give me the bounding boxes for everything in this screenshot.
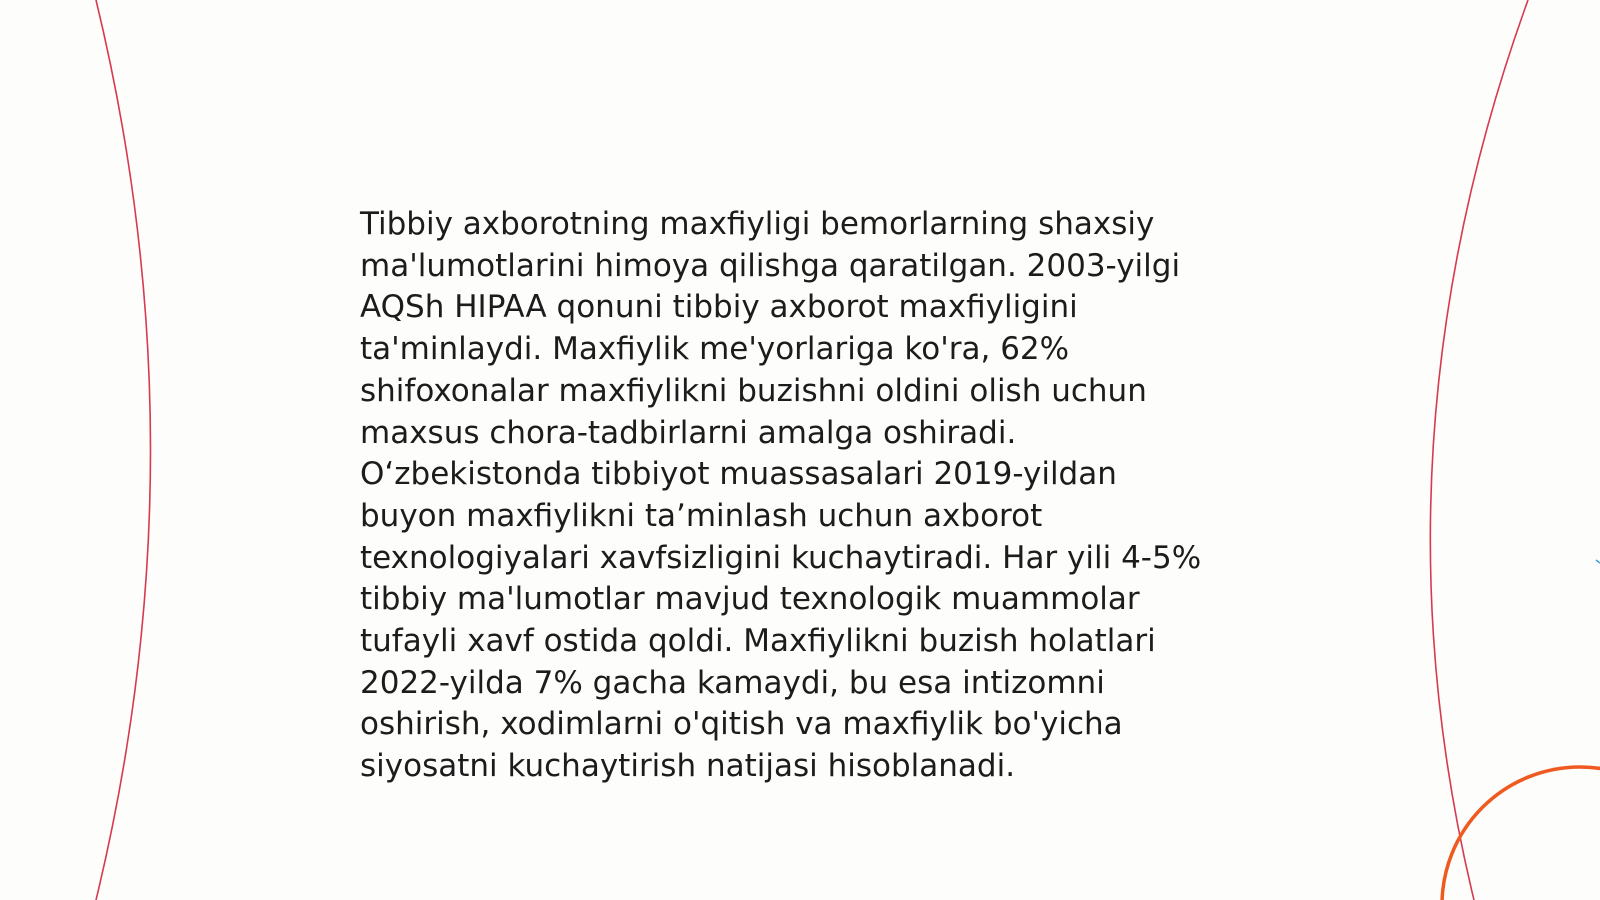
right-decorative-curve — [1430, 0, 1528, 900]
paragraph-line-10: tibbiy ma'lumotlar mavjud texnologik muammolar — [360, 581, 1140, 618]
paragraph-line-6: maxsus chora-tadbirlarni amalga oshiradi. — [360, 414, 1017, 451]
paragraph-line-8: buyon maxfiylikni ta’minlash uchun axborot — [360, 497, 1043, 534]
bottom-right-decorative-circle — [1442, 767, 1600, 900]
left-decorative-curve — [96, 0, 151, 900]
paragraph-line-9: texnologiyalari xavfsizligini kuchaytiradi. Har yili 4-5% — [360, 539, 1202, 576]
paragraph-line-5: shifoxonalar maxfiylikni buzishni oldini olish uchun — [360, 372, 1147, 409]
paragraph-line-13: oshirish, xodimlarni o'qitish va maxfiylik bo'yicha — [360, 706, 1123, 743]
paragraph-line-14: siyosatni kuchaytirish natijasi hisoblanadi. — [360, 748, 1016, 785]
body-paragraph — [360, 204, 1240, 788]
paragraph-line-1: Tibbiy axborotning maxfiyligi bemorlarning shaxsiy — [360, 206, 1155, 242]
paragraph-line-12: 2022-yilda 7% gacha kamaydi, bu esa intizomni — [360, 664, 1105, 701]
paragraph-line-2: ma'lumotlarini himoya qilishga qaratilgan. 2003-yilgi — [360, 247, 1181, 284]
paragraph-line-7: O‘zbekistonda tibbiyot muassasalari 2019-yildan — [360, 456, 1117, 493]
right-edge-accent-mark — [1596, 560, 1600, 563]
paragraph-line-3: AQSh HIPAA qonuni tibbiy axborot maxfiyligini — [360, 289, 1078, 326]
paragraph-line-11: tufayli xavf ostida qoldi. Maxfiylikni buzish holatlari — [360, 623, 1156, 660]
paragraph-line-4: ta'minlaydi. Maxfiylik me'yorlariga ko'ra, 62% — [360, 331, 1070, 368]
